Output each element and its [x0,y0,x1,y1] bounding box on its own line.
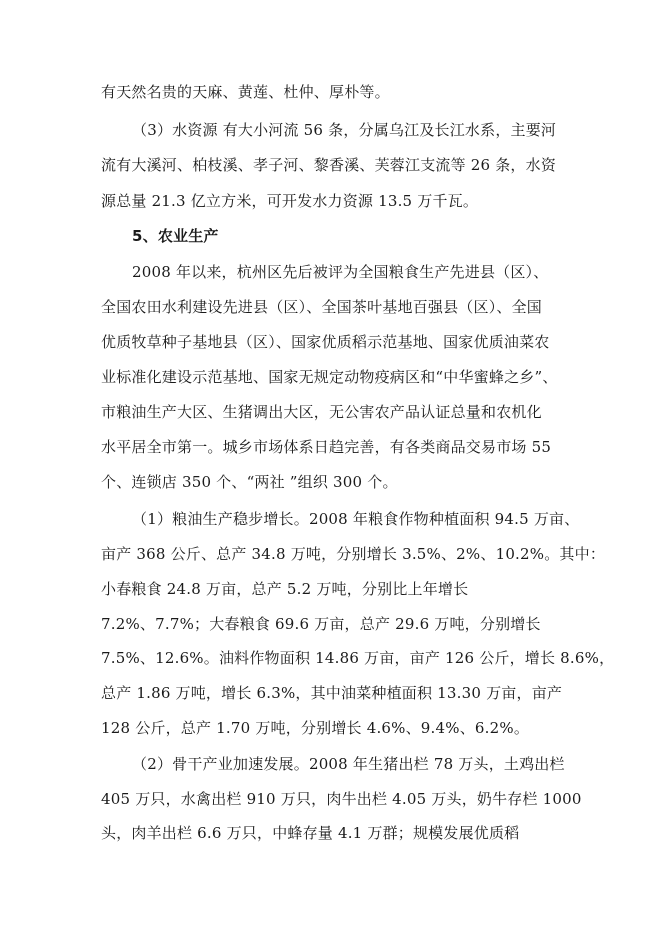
paragraph-line: 128 公斤，总产 1.70 万吨，分别增长 4.6%、9.4%、6.2%。 [101,719,530,737]
paragraph-line: 业标准化建设示范基地、国家无规定动物疫病区和“中华蜜蜂之乡”、 [101,368,558,386]
paragraph-line: 优质牧草种子基地县（区）、国家优质稻示范基地、国家优质油菜农 [101,333,550,351]
paragraph-line: 405 万只，水禽出栏 910 万只，肉牛出栏 4.05 万头，奶牛存栏 1000 [101,790,582,808]
paragraph-line: 总产 1.86 万吨，增长 6.3%，其中油菜种植面积 13.30 万亩，亩产 [101,684,563,702]
paragraph-line: 7.5%、12.6%。油料作物面积 14.86 万亩，亩产 126 公斤，增长 8.6%， [101,649,615,667]
paragraph-line: （3）水资源 有大小河流 56 条，分属乌江及长江水系，主要河 [132,121,557,139]
paragraph-line: 头，肉羊出栏 6.6 万只，中蜂存量 4.1 万群；规模发展优质稻 [101,824,520,842]
paragraph-line: 源总量 21.3 亿立方米，可开发水力资源 13.5 万千瓦。 [101,192,479,210]
paragraph-line: 7.2%、7.7%；大春粮食 69.6 万亩，总产 29.6 万吨，分别增长 [101,615,541,633]
paragraph-line: 小春粮食 24.8 万亩，总产 5.2 万吨，分别比上年增长 [101,580,469,598]
paragraph-line: 流有大溪河、柏枝溪、孝子河、黎香溪、芙蓉江支流等 26 条，水资 [101,156,557,174]
paragraph-line: 市粮油生产大区、生猪调出大区，无公害农产品认证总量和农机化 [101,403,542,421]
paragraph-line: （2）骨干产业加速发展。2008 年生猪出栏 78 万头，土鸡出栏 [132,755,565,773]
paragraph-line: （1）粮油生产稳步增长。2008 年粮食作物种植面积 94.5 万亩、 [132,510,580,528]
paragraph-line: 全国农田水利建设先进县（区）、全国茶叶基地百强县（区）、全国 [101,298,543,316]
paragraph-line: 个、连锁店 350 个、“两社 ”组织 300 个。 [101,473,398,491]
paragraph-line: 2008 年以来，杭州区先后被评为全国粮食生产先进县（区）、 [132,263,549,281]
section-heading: 5、农业生产 [132,227,219,245]
paragraph-line: 水平居全市第一。城乡市场体系日趋完善，有各类商品交易市场 55 [101,438,552,456]
paragraph-line: 有天然名贵的天麻、黄莲、杜仲、厚朴等。 [101,83,390,101]
paragraph-line: 亩产 368 公斤、总产 34.8 万吨，分别增长 3.5%、2%、10.2%。其中： [101,545,606,563]
